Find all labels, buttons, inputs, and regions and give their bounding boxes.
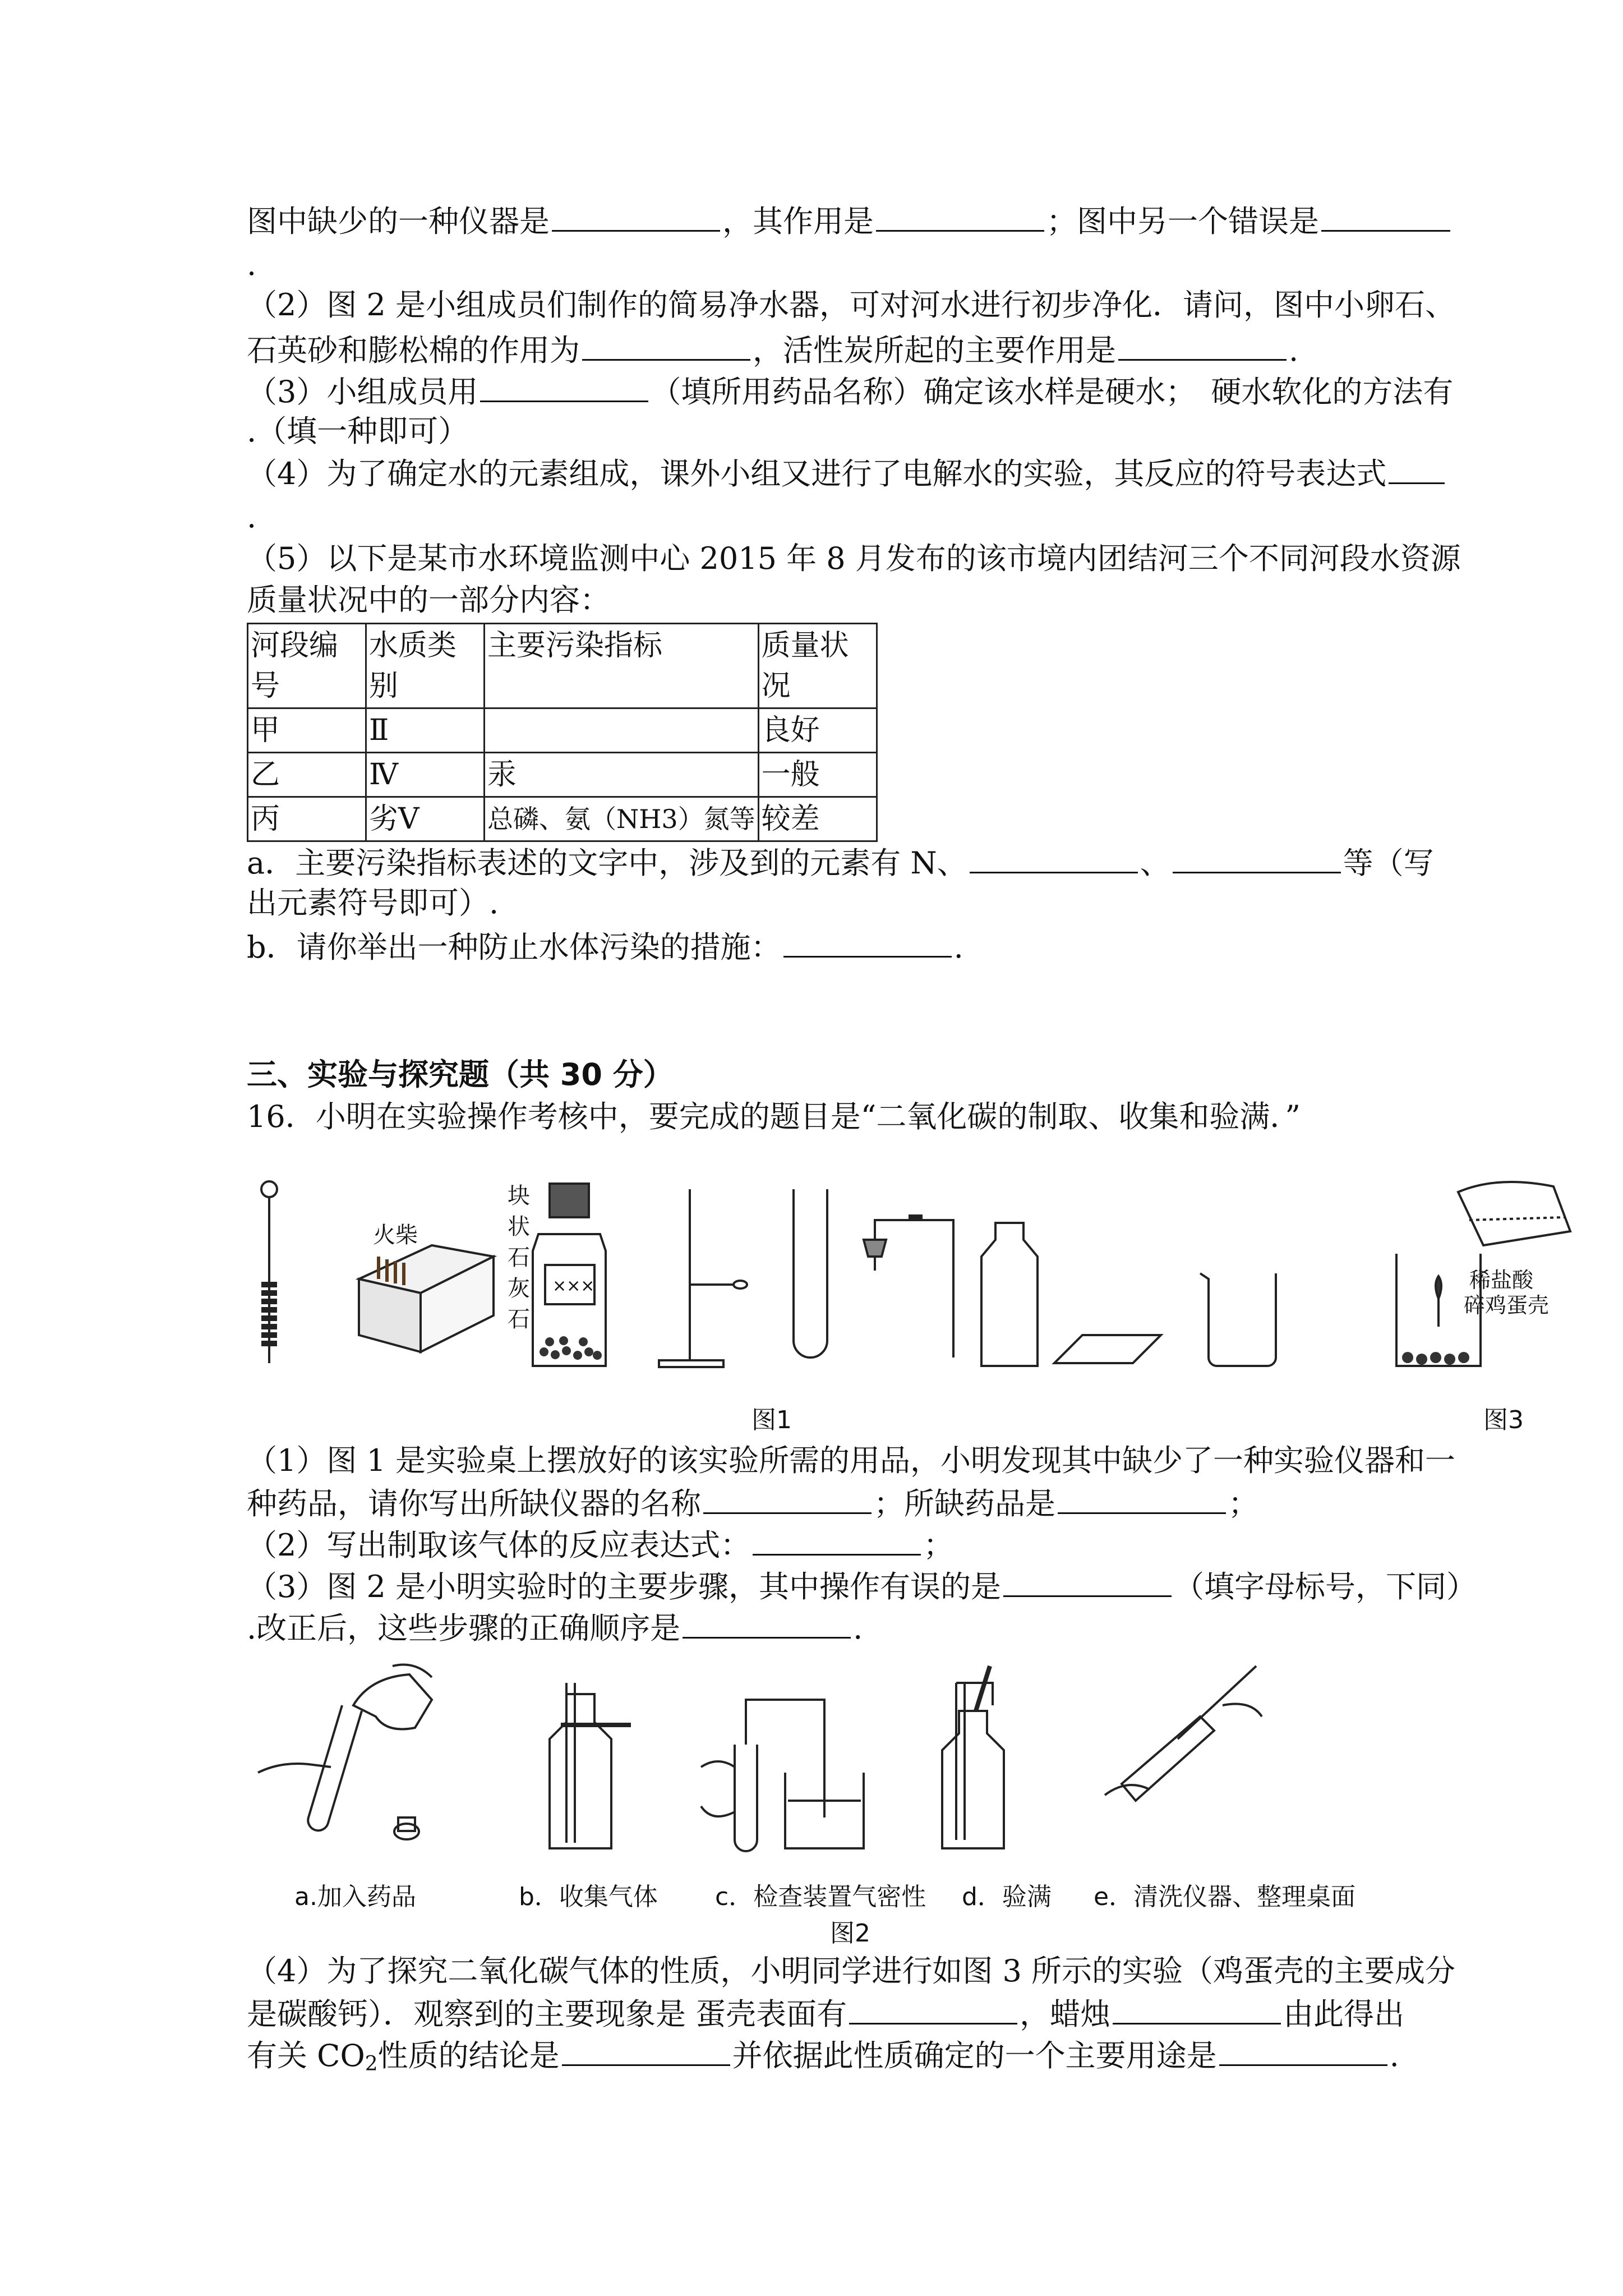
answer-blank[interactable] bbox=[753, 1524, 921, 1556]
figure-1-apparatus bbox=[247, 1172, 1385, 1397]
bottle-label-char: 石 bbox=[508, 1245, 530, 1271]
answer-blank[interactable] bbox=[1389, 452, 1445, 484]
table-header-cell: 水质类别 bbox=[366, 624, 485, 708]
answer-blank[interactable] bbox=[783, 926, 952, 958]
fig3-label-acid: 稀盐酸 bbox=[1469, 1268, 1534, 1292]
figure-2-steps bbox=[247, 1655, 1391, 1879]
step-caption-d: d．验满 bbox=[962, 1883, 1052, 1911]
step-caption-c: c．检查装置气密性 bbox=[715, 1883, 926, 1911]
q16-part3-line2: .改正后，这些步骤的正确顺序是 . bbox=[247, 1607, 1391, 1649]
step-caption-e: e．清洗仪器、整理桌面 bbox=[1094, 1883, 1356, 1911]
bottle-label-char: 灰 bbox=[508, 1276, 530, 1301]
answer-blank[interactable] bbox=[1113, 1993, 1281, 2024]
q15-a-line-2: 出元素符号即可）. bbox=[247, 885, 499, 921]
answer-blank[interactable] bbox=[683, 1607, 851, 1639]
q15-line-7: （5）以下是某市水环境监测中心 2015 年 8 月发布的该市境内团结河三个不同河段水资源 bbox=[247, 541, 1461, 576]
test-tube-brush-icon bbox=[261, 1181, 277, 1363]
q15-line-3: 石英砂和膨松棉的作用为 ，活性炭所起的主要作用是 . bbox=[247, 329, 1391, 371]
q16-part1-line2: 种药品，请你写出所缺仪器的名称 ；所缺药品是 ； bbox=[247, 1482, 1391, 1524]
table-cell: 乙 bbox=[248, 753, 366, 797]
match-label: 火柴 bbox=[373, 1222, 418, 1248]
full-check-illustration bbox=[942, 1666, 1004, 1848]
q15-b-line: b．请你举出一种防止水体污染的措施： . bbox=[247, 926, 1391, 968]
answer-blank[interactable] bbox=[703, 1482, 872, 1514]
figure-3-candle-experiment bbox=[1385, 1170, 1587, 1377]
answer-blank[interactable] bbox=[876, 200, 1044, 232]
table-row bbox=[248, 624, 877, 708]
iron-stand-icon bbox=[659, 1189, 747, 1367]
q16-part4-line2: 是碳酸钙）．观察到的主要现象是 蛋壳表面有 ，蜡烛 由此得出 bbox=[247, 1993, 1391, 2035]
bottle-label-char: 状 bbox=[508, 1214, 530, 1240]
table-cell: 丙 bbox=[248, 797, 366, 841]
answer-blank[interactable] bbox=[1003, 1565, 1172, 1597]
question-16-stem: 16．小明在实验操作考核中，要完成的题目是“二氧化碳的制取、收集和验满．” bbox=[247, 1099, 1301, 1134]
answer-blank[interactable] bbox=[849, 1993, 1017, 2024]
answer-blank[interactable] bbox=[1118, 329, 1287, 361]
answer-blank[interactable] bbox=[1058, 1482, 1226, 1514]
q15-line-1-end: . bbox=[247, 247, 257, 282]
test-tube-icon bbox=[794, 1189, 827, 1358]
answer-blank[interactable] bbox=[1321, 200, 1450, 232]
bottle-label-char: 块 bbox=[508, 1183, 530, 1209]
glass-plate-icon bbox=[1054, 1335, 1161, 1363]
table-cell: 甲 bbox=[248, 708, 366, 753]
stopper-with-tube-icon bbox=[864, 1217, 953, 1358]
table-cell: Ⅳ bbox=[366, 753, 485, 797]
step-caption-b: b．收集气体 bbox=[519, 1883, 658, 1911]
table-cell: 一般 bbox=[758, 753, 877, 797]
section-title: 三、实验与探究题（共 30 分） bbox=[247, 1057, 674, 1092]
bottle-label-char: 石 bbox=[508, 1306, 530, 1332]
table-header-cell: 主要污染指标 bbox=[485, 624, 759, 708]
table-cell: 总磷、氨（NH3）氮等 bbox=[485, 797, 759, 841]
answer-blank[interactable] bbox=[582, 329, 750, 361]
q16-part4-line1: （4）为了探究二氧化碳气体的性质，小明同学进行如图 3 所示的实验（鸡蛋壳的主要成分 bbox=[247, 1953, 1456, 1989]
clean-up-illustration bbox=[1105, 1666, 1262, 1801]
step-caption-a: a.加入药品 bbox=[294, 1883, 416, 1911]
q15-a-line: a．主要污染指标表述的文字中，涉及到的元素有 N、 、 等（写 bbox=[247, 841, 1391, 884]
adding-reagent-illustration bbox=[258, 1665, 432, 1840]
water-quality-table bbox=[247, 623, 878, 842]
table-cell: 劣Ⅴ bbox=[366, 797, 485, 841]
q15-line-5: .（填一种即可） bbox=[247, 413, 469, 449]
answer-blank[interactable] bbox=[1219, 2034, 1387, 2066]
gas-collecting-bottle-icon bbox=[981, 1223, 1038, 1366]
answer-blank[interactable] bbox=[480, 370, 648, 402]
q15-line-6-end: . bbox=[247, 499, 257, 535]
fig3-label-eggshell: 碎鸡蛋壳 bbox=[1464, 1293, 1550, 1318]
matchbox-icon bbox=[359, 1245, 494, 1352]
figure-2-caption: 图2 bbox=[830, 1919, 870, 1948]
answer-blank[interactable] bbox=[1173, 841, 1341, 873]
beaker-icon bbox=[1200, 1273, 1276, 1366]
q15-line-2: （2）图 2 是小组成员们制作的简易净水器，可对河水进行初步净化．请问，图中小卵石、 bbox=[247, 287, 1456, 323]
bottle-mark: ××× bbox=[552, 1276, 595, 1296]
answer-blank[interactable] bbox=[552, 200, 720, 232]
q15-line-8: 质量状况中的一部分内容： bbox=[247, 582, 610, 618]
answer-blank[interactable] bbox=[970, 841, 1138, 873]
q16-part3-line1: （3）图 2 是小明实验时的主要步骤，其中操作有误的是 （填字母标号，下同） bbox=[247, 1565, 1391, 1607]
figure-3-caption: 图3 bbox=[1483, 1406, 1524, 1434]
table-row bbox=[248, 708, 877, 753]
airtight-check-illustration bbox=[701, 1700, 864, 1851]
table-header-cell: 河段编号 bbox=[248, 624, 366, 708]
reagent-bottle-icon bbox=[533, 1184, 606, 1366]
table-row bbox=[248, 797, 877, 841]
answer-blank[interactable] bbox=[562, 2034, 730, 2066]
q16-part4-line3: 有关 $CO_2$性质的结论是 并依据此性质确定的一个主要用途是 . bbox=[247, 2034, 1391, 2085]
collect-gas-illustration bbox=[550, 1683, 631, 1848]
table-cell: 良好 bbox=[758, 708, 877, 753]
q15-line-6: （4）为了确定水的元素组成，课外小组又进行了电解水的实验，其反应的符号表达式 bbox=[247, 452, 1391, 494]
table-cell: 汞 bbox=[485, 753, 759, 797]
table-header-cell: 质量状况 bbox=[758, 624, 877, 708]
table-cell: Ⅱ bbox=[366, 708, 485, 753]
table-row bbox=[248, 753, 877, 797]
figure-1-caption: 图1 bbox=[751, 1406, 792, 1434]
q16-part2: （2）写出制取该气体的反应表达式： ； bbox=[247, 1524, 1391, 1566]
q16-part1-line1: （1）图 1 是实验桌上摆放好的该实验所需的用品，小明发现其中缺少了一种实验仪器和一 bbox=[247, 1443, 1456, 1478]
table-cell bbox=[485, 708, 759, 753]
q15-line-1: 图中缺少的一种仪器是 ，其作用是 ；图中另一个错误是 bbox=[247, 200, 1391, 242]
table-cell: 较差 bbox=[758, 797, 877, 841]
q15-line-4: （3）小组成员用 （填所用药品名称）确定该水样是硬水； 硬水软化的方法有 bbox=[247, 370, 1391, 412]
